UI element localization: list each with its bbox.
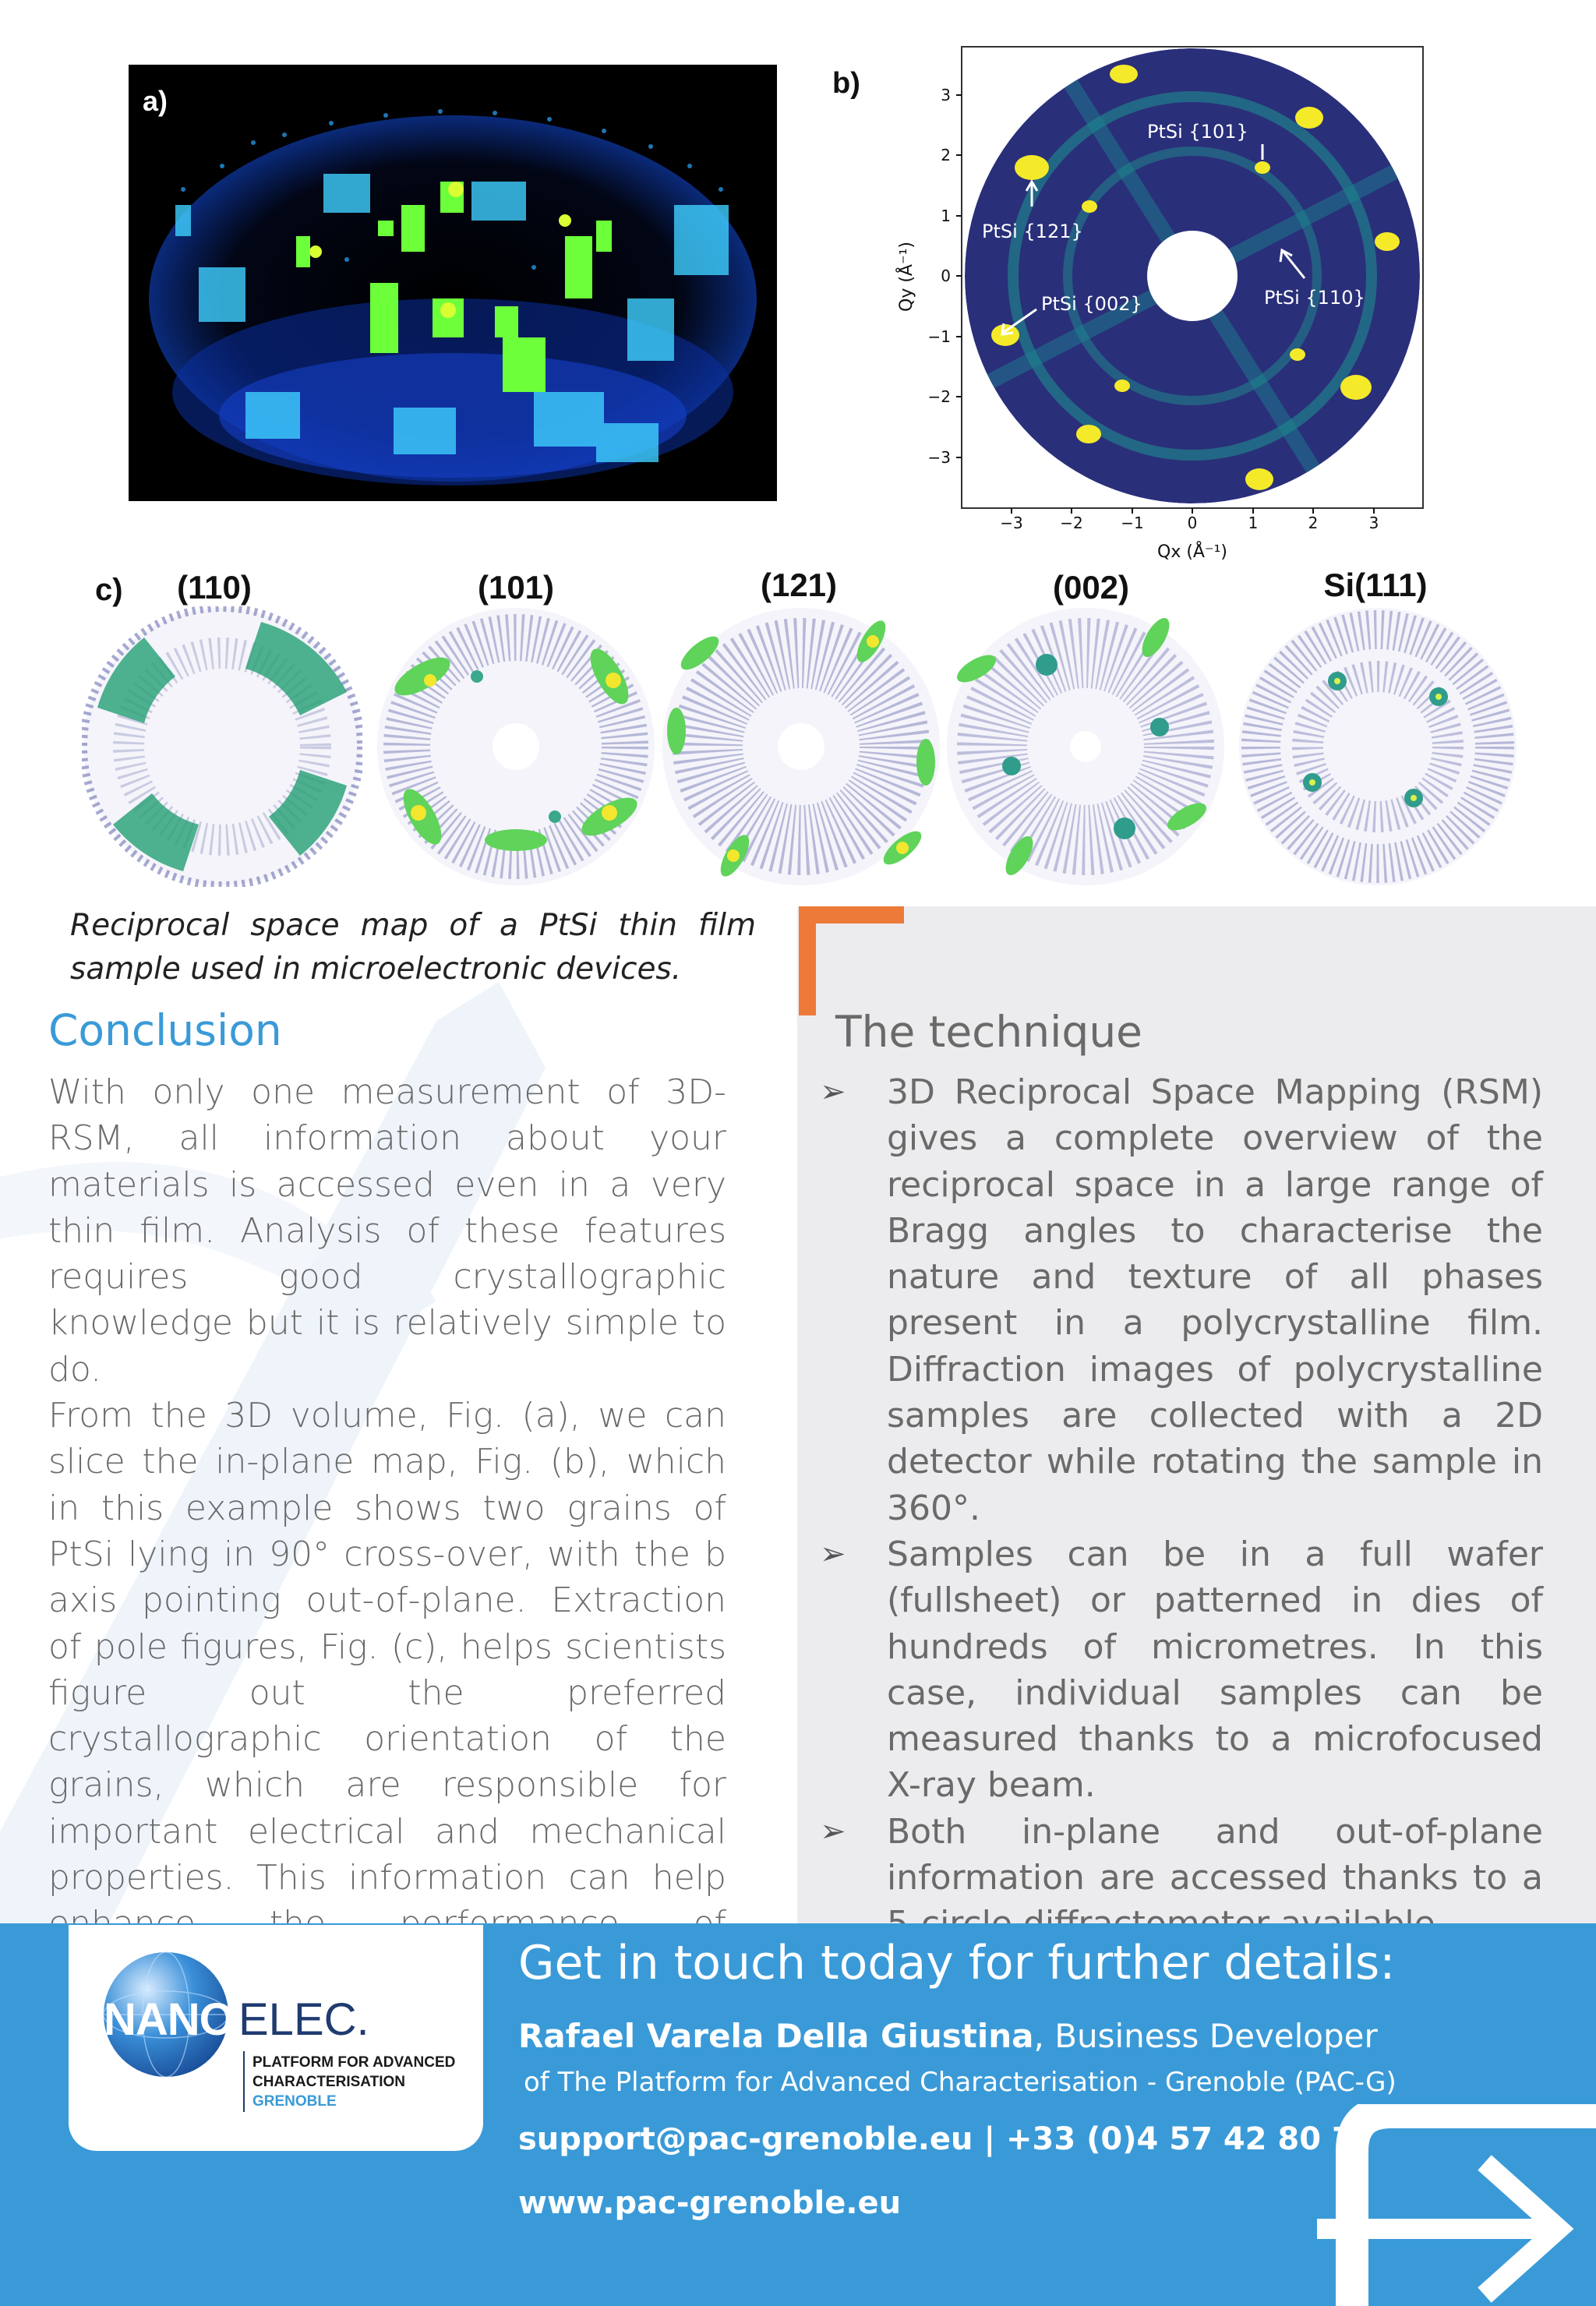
pole-title-101: (101) — [477, 569, 555, 606]
arrow-bullet-icon: ➢ — [820, 1535, 846, 1572]
arrow-bullet-icon: ➢ — [820, 1074, 846, 1110]
pole-figure-110 — [82, 606, 362, 887]
conclusion-paragraph: With only one measurement of 3D-RSM, all information about your materials is accessed even in a very thin film. Analysis of these features requires good crystallographic knowledge but it is relatively simple to do. — [48, 1072, 726, 1390]
corner-bracket-icon — [799, 906, 904, 1015]
logo-divider — [243, 2051, 245, 2112]
contact-organisation: of The Platform for Advanced Characterisation - Grenoble (PAC-G) — [524, 2067, 1396, 2098]
rsm-3d-render — [129, 65, 777, 501]
x-tick: −1 — [1121, 514, 1144, 532]
logo-elec: ELEC. — [238, 1994, 369, 2045]
bullet-text: 3D Reciprocal Space Mapping (RSM) gives a complete overview of the reciprocal space in a large range of Bragg angles to characterise the nature and texture of all phases present in a polycrystalline film. Diffraction images of polycrystalline samples are collected with a 2D detector while rotating the sample in 360°. — [887, 1072, 1543, 1528]
pole-figure-si111 — [1238, 606, 1518, 887]
contact-heading: Get in touch today for further details: — [518, 1936, 1396, 1990]
pole-title-si111: Si(111) — [1323, 567, 1428, 603]
y-axis-label: Qy (Å⁻¹) — [897, 242, 916, 312]
pole-title-121: (121) — [760, 567, 838, 603]
logo-line-2: CHARACTERISATION — [252, 2074, 405, 2090]
contact-role: , Business Developer — [1033, 2017, 1378, 2055]
list-item — [818, 1531, 1543, 1809]
conclusion-body — [48, 1069, 726, 1993]
figure-b-in-plane-map — [826, 43, 1434, 573]
bullet-text: Samples can be in a full wafer (fullsheet) or patterned in dies of hundreds of micrometres. In this case, individual samples can be measured thanks to a microfocused X-ray beam. — [887, 1534, 1543, 1806]
logo-line-1: PLATFORM FOR ADVANCED — [252, 2054, 456, 2071]
pole-figure-002 — [945, 606, 1226, 887]
pole-figure-101 — [376, 606, 656, 887]
panel-c-label: c) — [95, 573, 123, 607]
annotation-ptsi-110: PtSi {110} — [1264, 287, 1365, 309]
technique-bullet-list — [818, 1069, 1543, 1948]
contact-name: Rafael Varela Della Giustina — [518, 2017, 1034, 2055]
contact-email-phone-link[interactable]: support@pac-grenoble.eu | +33 (0)4 57 42 80 77 — [518, 2121, 1375, 2157]
conclusion-paragraph: From the 3D volume, Fig. (a), we can slice the in-plane map, Fig. (b), which in this example shows two grains of PtSi lying in 90° cross-over, with the b axis pointing out-of-plane. Extraction of pole figures, Fig. (c), helps scientists figure out the preferred crystallographic orientation of the grains, which are responsible for important electrical and mechanical properties. This information can help — [48, 1396, 726, 1898]
y-tick: 3 — [941, 86, 951, 104]
panel-a-label: a) — [143, 85, 168, 117]
technique-heading: The technique — [835, 1007, 1143, 1057]
arrow-right-icon — [1317, 2104, 1596, 2306]
x-tick: −2 — [1060, 514, 1083, 532]
panel-b-label: b) — [832, 67, 860, 100]
logo-tagline — [252, 2053, 455, 2111]
annotation-ptsi-101: PtSi {101} — [1147, 121, 1248, 143]
y-tick: 1 — [941, 207, 951, 225]
x-tick: 2 — [1308, 514, 1319, 532]
annotation-ptsi-121: PtSi {121} — [982, 221, 1083, 242]
figure-a-3d-volume — [129, 65, 777, 501]
figure-caption: Reciprocal space map of a PtSi thin film sample used in microelectronic devices. — [70, 908, 756, 987]
x-tick: 1 — [1248, 514, 1259, 532]
list-item — [818, 1069, 1543, 1531]
contact-person — [518, 2017, 1378, 2055]
website-link[interactable]: www.pac-grenoble.eu — [518, 2185, 902, 2221]
y-tick: −1 — [927, 327, 951, 346]
pole-figure-121 — [661, 606, 941, 887]
pole-title-110: (110) — [177, 569, 252, 606]
x-tick: −3 — [1000, 514, 1023, 532]
logo-line-3: GRENOBLE — [252, 2093, 337, 2110]
pole-title-002: (002) — [1052, 569, 1130, 606]
y-tick: −2 — [927, 387, 951, 406]
conclusion-heading: Conclusion — [48, 1005, 282, 1055]
y-tick: 2 — [941, 146, 951, 164]
x-tick: 3 — [1368, 514, 1379, 532]
arrow-bullet-icon: ➢ — [820, 1813, 846, 1849]
y-tick: −3 — [927, 448, 951, 467]
x-axis-label: Qx (Å⁻¹) — [1157, 542, 1227, 562]
annotation-ptsi-002: PtSi {002} — [1041, 293, 1142, 315]
logo-nano: NANO — [104, 1994, 234, 2045]
nanoelec-logo — [69, 1925, 483, 2151]
x-tick: 0 — [1187, 514, 1198, 532]
y-tick: 0 — [941, 267, 951, 285]
bullet-text: Both in-plane and out-of-plane information are accessed thanks to a — [887, 1811, 1543, 1898]
